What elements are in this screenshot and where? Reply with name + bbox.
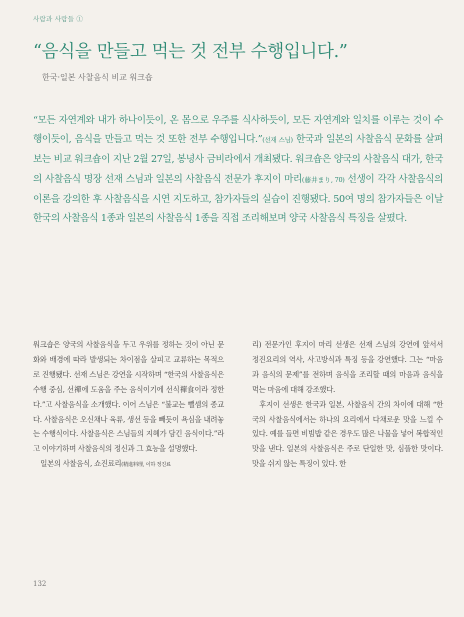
page-number: 132 — [33, 580, 47, 588]
left-paragraph-2-note: (精進料理, 이하 정진료 — [121, 462, 171, 469]
right-paragraph-1: 리) 전문가인 후지이 마리 선생은 선재 스님의 강연에 앞서서 정진요리의 역사, 사고방식과 특징 등을 강연했다. 그는 “마음과 음식의 문제”를 전하며 음식을 조리할 때의 마음과 음식을 먹는 마음에 대해 강조했다. — [252, 340, 443, 394]
left-paragraph-1: 워크숍은 양국의 사찰음식을 두고 우위를 정하는 것이 아닌 문화와 배경에 따라 발생되는 차이점을 살피고 교류하는 목적으로 진행됐다. 선재 스님은 강연을 시작하며 “한국의 사찰음식은 수행 중심, 선禪에 도움을 주는 음식이기에 선식禪食이라 정한다.”고 사찰음식을 소개했다. 이어 스님은 “불교는 뺄셈의 종교다. 사찰음식은 오신채나 육류, 생선 등을 빼듯이 욕심을 내려놓는 수행식이다. 사찰음식은 스님들의 지혜가 담긴 음식이다.”라고 이야기하며 사찰음식의 정신과 그 효능을 설명했다. — [33, 340, 224, 454]
section-label: 사람과 사람들 ① — [33, 15, 84, 23]
right-column — [252, 338, 443, 472]
lead-body-1: 한국과 일본의 사찰음식 문화를 살펴보는 비교 워크숍이 지난 2월 27일, 봉녕사 금비라에서 개최됐다. 워크숍은 양국의 사찰음식 대가, 한국의 사찰음식 명장 선재 스님과 일본의 사찰음식 전문가 후지이 마리 — [33, 134, 443, 185]
headline: “음식을 만들고 먹는 것 전부 수행입니다.” — [33, 42, 348, 62]
right-paragraph-2: 후지이 선생은 한국과 일본, 사찰음식 간의 차이에 대해 “한국의 사찰음식에서는 하나의 요리에서 다채로운 맛을 느낄 수 있다. 예를 들면 비빔밥 같은 경우도 많은 나물을 넣어 복합적인 맛을 낸다. 일본의 사찰음식은 주로 단일한 맛, 심플한 맛이다. 맛을 쉬지 않는 특징이 있다. 한 — [252, 399, 443, 469]
lead-quote: “모든 자연계와 내가 하나이듯이, 온 몸으로 우주를 식사하듯이, 모든 자연계와 일치를 이루는 것이 수행이듯이, 음식을 만들고 먹는 것 또한 전부 수행입니다.” — [33, 115, 443, 146]
lead-quote-credit: (선재 스님) — [262, 136, 293, 145]
subhead: 한국·일본 사찰음식 비교 워크숍 — [42, 73, 153, 82]
lead-body-2: 선생이 각각 사찰음식의 이론을 강의한 후 사찰음식을 시연 지도하고, 참가자들의 실습이 진행됐다. 50여 명의 참가자들은 이날 한국의 사찰음식 1종과 일본의 사찰음식 1종을 직접 조리해보며 양국 사찰음식 특징을 살폈다. — [33, 173, 443, 225]
lead-name-note: (藤井まり, 70) — [301, 175, 345, 184]
left-paragraph-2-main: 일본의 사찰음식, 쇼진료리 — [40, 459, 122, 469]
lead-paragraph — [33, 111, 443, 228]
left-paragraph-2 — [33, 457, 224, 473]
left-column — [33, 338, 224, 473]
